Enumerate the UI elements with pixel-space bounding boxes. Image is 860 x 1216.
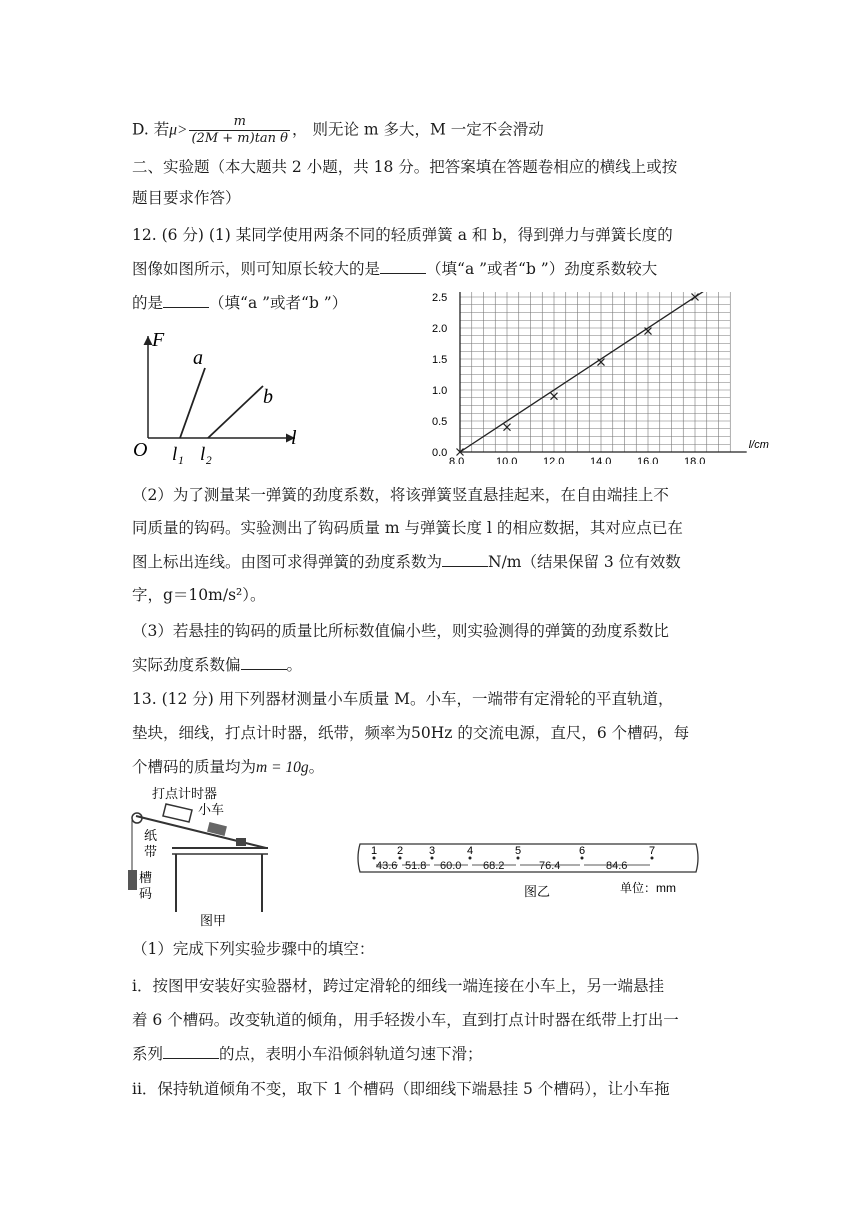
spring-a-line (180, 368, 205, 438)
tape-point-number: 4 (467, 845, 474, 857)
x-tick-label: 10.0 (496, 456, 518, 464)
step-i-line1: i．按图甲安装好实验器材，跨过定滑轮的细线一端连接在小车上，另一端悬挂 (132, 977, 664, 995)
q12-line1: 12. (6 分) (1) 某同学使用两条不同的轻质弹簧 a 和 b，得到弹力与弹簧长度的 (132, 226, 673, 244)
y-tick-label: 2.0 (432, 323, 448, 335)
origin-label: O (133, 439, 148, 461)
paper-tape-figure (352, 834, 712, 906)
tape-dot (469, 857, 472, 860)
tape-gap-value: 68.2 (483, 860, 505, 872)
tape-unit: 单位：mm (620, 881, 676, 895)
section-heading-line2: 题目要求作答） (132, 189, 241, 207)
figure-jia-caption: 图甲 (200, 913, 227, 928)
x-tick-label: 18.0 (684, 456, 706, 464)
q12-p3-line2 (132, 654, 732, 676)
l2-label: l₂ (200, 444, 212, 465)
q12-text: （填“a ”或者“b ”）劲度系数较大 (426, 260, 658, 278)
q12-p2-line3 (132, 551, 732, 573)
q13-text: 。 (308, 758, 325, 776)
tape-point-number: 5 (515, 845, 522, 857)
tape-point-number: 7 (649, 845, 656, 857)
answer-blank-1[interactable] (380, 259, 426, 274)
q13-line3 (132, 756, 732, 779)
tape-gap-value: 43.6 (376, 860, 398, 872)
y-tick-label: 1.0 (432, 385, 448, 397)
step-ii-line1: ii．保持轨道倾角不变，取下 1 个槽码（即细线下端悬挂 5 个槽码），让小车拖 (132, 1080, 670, 1098)
l1-label: l₁ (172, 444, 184, 465)
x-tick-label: 14.0 (590, 456, 612, 464)
q13-line2: 垫块，细线，打点计时器，纸带，频率为50Hz 的交流电源，直尺，6 个槽码，每 (132, 724, 690, 742)
step-i-line3 (132, 1043, 732, 1065)
y-tick-label: 0.5 (432, 416, 448, 428)
mu-symbol: μ> (169, 121, 188, 139)
tape-gap-value: 76.4 (539, 860, 561, 872)
q12-text: 实际劲度系数偏 (132, 656, 241, 674)
q12-p2-line4: 字，g＝10m/s²）。 (132, 586, 266, 604)
weight-label-1: 槽 (139, 870, 153, 885)
q13-text: 个槽码的质量均为 (132, 758, 257, 776)
tape-point-number: 2 (397, 845, 404, 857)
weights-icon (128, 870, 137, 890)
step-text: 系列 (132, 1045, 164, 1063)
option-d-suffix: ， 则无论 m 多大，M 一定不会滑动 (292, 120, 544, 139)
tape-point-number: 3 (429, 845, 436, 857)
tape-gap-value: 51.8 (405, 860, 427, 872)
tape-gap-value: 84.6 (606, 860, 628, 872)
y-tick-label: 2.5 (432, 292, 448, 304)
a-label: a (193, 347, 203, 369)
tape-dot (517, 857, 520, 860)
block-icon (236, 838, 246, 846)
weight-label-2: 码 (139, 886, 153, 901)
x-axis-label: l/cm (748, 439, 769, 451)
y-tick-label: 0.0 (432, 447, 448, 459)
option-d-prefix: D. 若 (132, 120, 170, 139)
fraction (189, 114, 290, 147)
steps-intro: （1）完成下列实验步骤中的填空： (132, 940, 375, 958)
x-tick-label: 12.0 (543, 456, 565, 464)
option-d (132, 114, 732, 147)
step-i-line2: 着 6 个槽码。改变轨道的倾角，用手轻拨小车，直到打点计时器在纸带上打出一 (132, 1011, 679, 1029)
tape-dot (651, 857, 654, 860)
x-tick-label: 16.0 (637, 456, 659, 464)
q12-text: 的是 (132, 294, 164, 312)
tape-label-1: 纸 (144, 828, 158, 843)
mass-value: m = 10g (256, 759, 309, 776)
tape-point-number: 1 (371, 845, 378, 857)
x-tick-label: 8.0 (449, 456, 465, 464)
answer-blank-2[interactable] (163, 293, 209, 308)
chart-data-layer (457, 292, 719, 456)
b-label: b (263, 386, 273, 408)
tape-label-2: 带 (144, 844, 158, 859)
q12-text: 图像如图所示，则可知原长较大的是 (132, 260, 381, 278)
chart-grid (460, 292, 747, 452)
q12-text: （填“a ”或者“b ”） (209, 294, 348, 312)
fraction-denominator: (2M + m)tan θ (191, 131, 289, 146)
tape-point-number: 6 (579, 845, 586, 857)
step-text: 的点，表明小车沿倾斜轨道匀速下滑； (219, 1045, 483, 1063)
force-length-figure (125, 326, 315, 472)
answer-blank-3[interactable] (442, 552, 488, 567)
spring-b-line (208, 386, 263, 438)
q12-line2 (132, 258, 732, 280)
apparatus-figure (128, 782, 278, 928)
cart-label: 小车 (198, 802, 225, 817)
y-tick-label: 1.5 (432, 354, 448, 366)
fraction-numerator: m (189, 114, 290, 131)
q12-p2-line2: 同质量的钩码。实验测出了钩码质量 m 与弹簧长度 l 的相应数据，其对应点已在 (132, 519, 683, 537)
timer-label: 打点计时器 (152, 786, 218, 801)
tape-dot (431, 857, 434, 860)
answer-blank-5[interactable] (163, 1044, 219, 1059)
answer-blank-4[interactable] (241, 655, 287, 670)
tape-gap-value: 60.0 (440, 860, 462, 872)
l-label: l (291, 427, 297, 449)
f-label: F (152, 329, 165, 351)
cart-icon (163, 804, 192, 822)
section-heading-line1: 二、实验题（本大题共 2 小题，共 18 分。把答案填在答题卷相应的横线上或按 (132, 158, 678, 176)
tape-dot (399, 857, 402, 860)
mass-length-chart (420, 292, 780, 464)
tape-dot (581, 857, 584, 860)
q12-p3-line1: （3）若悬挂的钩码的质量比所标数值偏小些，则实验测得的弹簧的劲度系数比 (132, 622, 669, 640)
q12-p2-line1: （2）为了测量某一弹簧的劲度系数，将该弹簧竖直悬挂起来，在自由端挂上不 (132, 486, 669, 504)
q12-text: 。 (286, 656, 303, 674)
figure-yi-caption: 图乙 (524, 884, 551, 899)
q12-text: N/m（结果保留 3 位有效数 (488, 553, 681, 571)
q12-text: 图上标出连线。由图可求得弹簧的劲度系数为 (132, 553, 443, 571)
q13-line1: 13. (12 分) 用下列器材测量小车质量 M。小车，一端带有定滑轮的平直轨道， (132, 690, 674, 708)
